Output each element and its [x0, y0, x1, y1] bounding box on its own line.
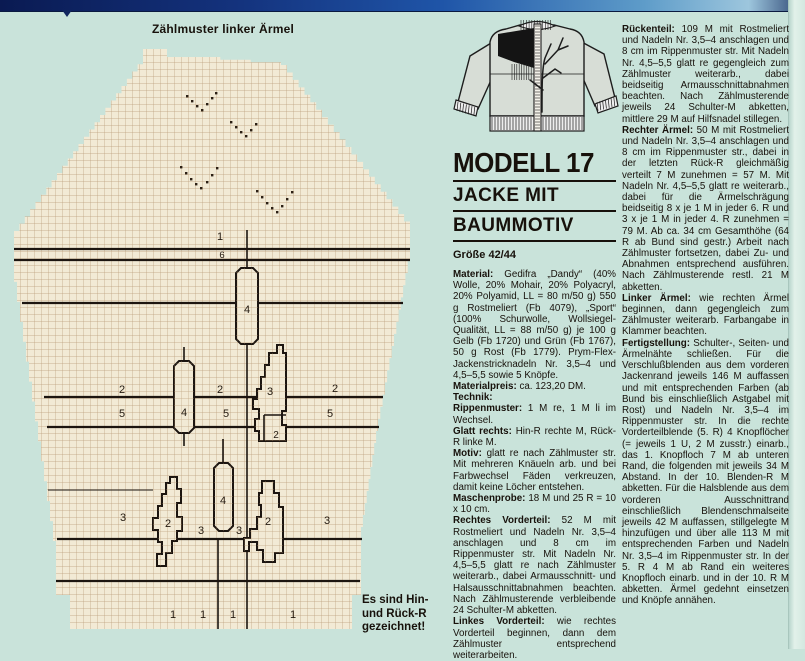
chart-number: 5 [326, 408, 334, 420]
jacket-illustration [452, 16, 622, 146]
chart-number: 2 [118, 384, 126, 396]
middle-column [453, 146, 616, 661]
top-blue-bar [0, 0, 805, 12]
right-column [622, 24, 789, 607]
pattern-paragraph: Materialpreis: ca. 123,20 DM. [453, 381, 586, 393]
title-rule [453, 180, 616, 182]
chart-number: 4 [180, 407, 188, 419]
chart-number: 2 [216, 384, 224, 396]
chart-number: 3 [119, 512, 127, 524]
chart-number: 1 [216, 231, 224, 243]
pattern-paragraph: Linkes Vorderteil: wie rechtes Vorderteil beginnen, dann dem Zählmuster entsprechend weiterarbeiten. [453, 616, 616, 661]
chart-number: 4 [243, 304, 251, 316]
chart-number: 2 [273, 430, 279, 441]
pattern-paragraph: Technik: [453, 392, 493, 404]
chart-number: 2 [164, 518, 172, 530]
chart-number: 1 [199, 609, 207, 621]
pattern-paragraph: Rückenteil: 109 M mit Rostmeliert und Nadeln Nr. 3,5–4 anschlagen und 8 cm im Rippenmuster str. Mit Nadeln Nr. 4,5–5,5 glatt re gegengleich zum Zählmuster weiterarb., dabei beidseitig Armausschnittabnahmen beachten. Nach Zählmusterende jeweils 24 Schulter-M abketten, mittlere 29 M auf Hilfsnadel stillegen. [622, 24, 789, 125]
pattern-paragraph: Motiv: glatt re nach Zählmuster str. Mit mehreren Knäueln arb. und bei Farbwechsel Fäden verkreuzen, damit keine Löcher entstehen. [453, 448, 616, 493]
pattern-paragraph: Linker Ärmel: wie rechten Ärmel beginnen, dann gegengleich zum Zählmuster weiterarb. Farbangabe in Klammer beachten. [622, 292, 789, 338]
title-rule [453, 210, 616, 212]
pattern-paragraph: Fertigstellung: Schulter-, Seiten- und Ärmelnähte schließen. Für die Verschlußblenden aus dem vorderen Jackenrand jeweils 146 M auffassen und mit entsprechenden Farben (ab Bund bis einschließlich Astgabel mit Rost) und Nadeln Nr. 3,5–4 im Rippenmuster str. In die rechte Vorderteilblende (5. R) 4 Knopflöcher (= jeweils 1 U, 2 M zusstr.) einarb., das 1. Knopfloch 7 M ab unteren Rand, die folgenden mit jeweils 34 M Abstand. In der 10. Blenden-R M abketten. Für die Halsblende aus dem vorderen Ausschnittrand einschließlich Blendenschmalseite jeweils 42 M auffassen, stillgelegte M hinzufügen und über alle 113 M mit entsprechenden Farben und Nadeln Nr. 3,5–4 im Rippenmuster str. In der 5. R 4 M ab Rand ein weiteres Knopfloch einarb. und in der 10. R M abketten. Ärmel gedehnt einsetzen und Knöpfe annähen. [622, 337, 789, 607]
chart-title: Zählmuster linker Ärmel [152, 22, 294, 36]
chart-footnote: Es sind Hin- und Rück-R gezeichnet! [362, 594, 429, 633]
pattern-paragraph: Rippenmuster: 1 M re, 1 M li im Wechsel. [453, 403, 616, 426]
chart-number: 6 [219, 250, 225, 261]
garment-title-line1: JACKE MIT [453, 185, 559, 206]
bar-notch-marker [62, 10, 72, 17]
chart-number: 5 [222, 408, 230, 420]
pattern-paragraph: Rechter Ärmel: 50 M mit Rostmeliert und Nadeln Nr. 3,5–4 anschlagen und 8 cm im Rippenmuster str., dabei in der letzten Rück-R gleichmäßig verteilt 7 M zunehmen = 57 M. Mit Nadeln Nr. 4,5–5,5 glatt re weiterarb., dabei für die Ärmelschrägung beidseitig 8 x je 1 M in jeder 6. R und 3 x je 1 M in jeder 4. R zunehmen = 79 M. Ab ca. 34 cm Gesamthöhe (64 R ab Bund sind gestr.) Arbeit nach Zählmuster fortsetzen, dabei Zu- und Abnahmen entsprechend ausführen. Nach Zählmusterende restl. 21 M abketten. [622, 124, 789, 293]
chart-number: 1 [229, 609, 237, 621]
garment-title-line2: BAUMMOTIV [453, 215, 574, 236]
chart-number: 5 [118, 408, 126, 420]
size-label: Größe 42/44 [453, 249, 516, 261]
model-number-title: MODELL 17 [453, 146, 594, 179]
pattern-instructions [622, 24, 789, 607]
chart-number: 2 [264, 516, 272, 528]
pattern-paragraph: Glatt rechts: Hin-R rechte M, Rück-R linke M. [453, 425, 616, 449]
pattern-paragraph: Maschenprobe: 18 M und 25 R = 10 x 10 cm. [453, 493, 616, 516]
chart-number: 2 [331, 383, 339, 395]
chart-number: 3 [323, 515, 331, 527]
chart-number: 3 [266, 386, 274, 398]
chart-number: 3 [235, 525, 243, 537]
chart-number: 1 [169, 609, 177, 621]
chart-number: 4 [219, 495, 227, 507]
materials-and-instructions [453, 269, 616, 661]
chart-number: 1 [289, 609, 297, 621]
pattern-paragraph: Rechtes Vorderteil: 52 M mit Rostmeliert und Nadeln Nr. 3,5–4 anschlagen und 8 cm im Rippenmuster str. Mit Nadeln Nr. 4,5–5,5 glatt re nach Zählmuster weiterarb., dabei Armausschnitt- und Halsausschnittabnahmen beachten. Nach Zählmusterende verbleibende 24 Schulter-M abketten. [453, 515, 616, 617]
chart-number: 3 [197, 525, 205, 537]
title-rule [453, 240, 616, 242]
page-edge [788, 0, 805, 649]
knitting-chart [0, 36, 455, 649]
pattern-paragraph: Material: Gedifra „Dandy“ (40% Wolle, 20% Mohair, 20% Polyacryl, 20% Polyamid, LL = 80 m/50 g) 550 g Rostmeliert (Fb 4079), „Sport“ (100% Schurwolle, Wollsiegel-Qualität, LL = 88 m/50 g) je 100 g Gelb (Fb 1720) und Grün (Fb 1767), 50 g Rost (Fb 1779). Prym-Flex-Jackenstricknadeln Nr. 3,5–4 und 4,5–5,5 sowie 5 Knöpfe. [453, 269, 616, 381]
